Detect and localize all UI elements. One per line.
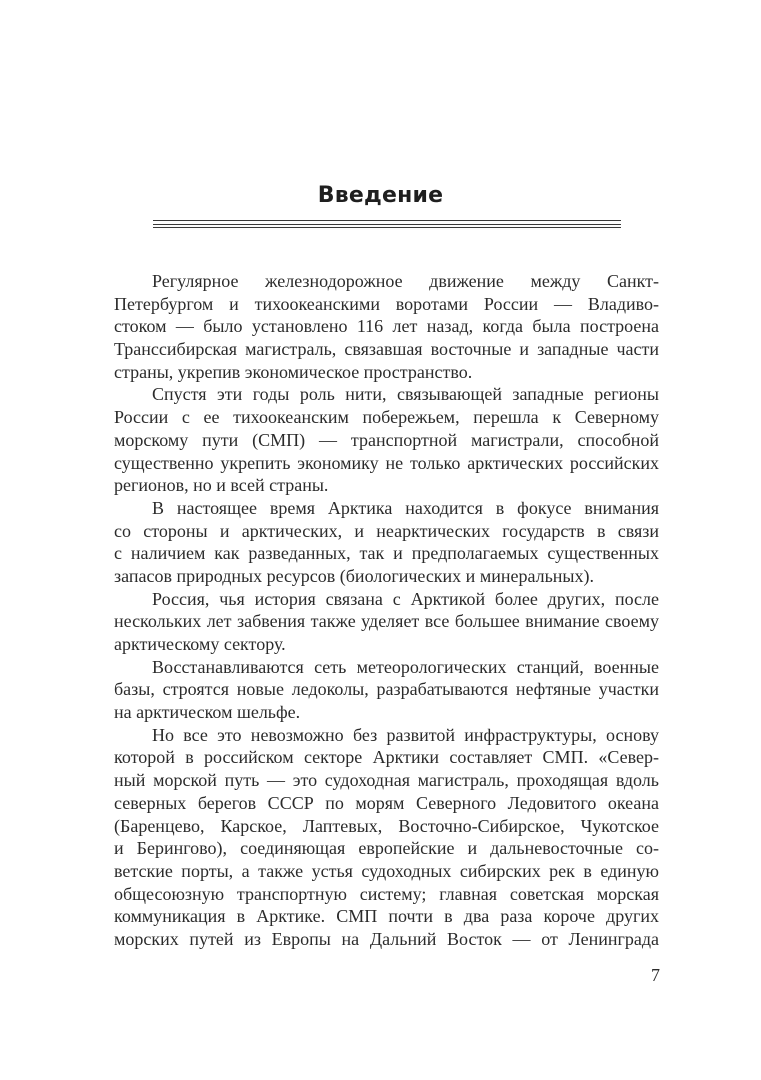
text-line: Регулярное железнодорожное движение между Санкт- — [152, 271, 659, 291]
text-line: на арктическом шельфе. — [114, 702, 301, 723]
chapter-title: Введение — [317, 183, 444, 208]
text-line: арктическому сектору. — [114, 634, 286, 654]
text-line: базы, строятся новые ледоколы, разрабатываются нефтяные участки — [114, 679, 659, 700]
paragraph — [114, 588, 659, 656]
text-line: ный морской путь — это судоходная магистраль, проходящая вдоль — [114, 770, 659, 791]
paragraph — [114, 497, 659, 588]
text-line: запасов природных ресурсов (биологических и минеральных). — [114, 565, 595, 586]
page-number: 7 — [651, 965, 660, 985]
text-line: Восстанавливаются сеть метеорологических станций, военные — [152, 656, 659, 677]
text-line: Петербургом и тихоокеанскими воротами России — Владиво- — [114, 293, 659, 314]
rule-line — [153, 227, 621, 228]
text-line: со стороны и арктических, и неарктических государств в связи — [114, 520, 659, 541]
paragraph — [114, 383, 659, 496]
text-line: России с ее тихоокеанским побережьем, перешла к Северному — [114, 407, 659, 428]
text-line: морских путей из Европы на Дальний Восток — от Ленинграда — [114, 928, 659, 949]
paragraph — [114, 270, 659, 383]
text-line: ветские порты, а также устья судоходных сибирских рек в единую — [114, 860, 659, 881]
text-line: нескольких лет забвения также уделяет все большее внимание своему — [114, 611, 659, 632]
text-line: общесоюзную транспортную систему; главная советская морская — [114, 883, 659, 904]
text-line: с наличием как разведанных, так и предполагаемых существенных — [114, 543, 659, 564]
text-line: морскому пути (СМП) — транспортной магистрали, способной — [114, 429, 659, 450]
paragraph — [114, 656, 659, 724]
text-line: которой в российском секторе Арктики составляет СМП. «Север- — [114, 747, 659, 768]
paragraph — [114, 724, 659, 951]
rule-line — [153, 220, 621, 221]
body-text — [114, 270, 659, 951]
text-line: Транссибирская магистраль, связавшая восточные и западные части — [114, 339, 659, 360]
title-triple-rule — [153, 220, 621, 229]
text-line: северных берегов СССР по морям Северного Ледовитого океана — [114, 792, 659, 813]
text-line: Спустя эти годы роль нити, связывающей западные регионы — [152, 384, 659, 405]
text-line: стоком — было установлено 116 лет назад, когда была построена — [114, 316, 659, 337]
text-line: страны, укрепив экономическое пространство. — [114, 361, 473, 382]
text-line: существенно укрепить экономику не только арктических российских — [114, 452, 659, 473]
rule-line — [153, 224, 621, 225]
text-line: коммуникация в Арктике. СМП почти в два раза короче других — [114, 906, 659, 927]
text-line: В настоящее время Арктика находится в фокусе внимания — [152, 497, 659, 518]
text-line: Но все это невозможно без развитой инфраструктуры, основу — [152, 724, 659, 745]
text-line: регионов, но и всей страны. — [114, 475, 329, 496]
text-line: и Берингово), соединяющая европейские и дальневосточные со- — [114, 838, 659, 859]
text-line: (Баренцево, Карское, Лаптевых, Восточно-Сибирское, Чукотское — [114, 815, 659, 836]
text-line: Россия, чья история связана с Арктикой более других, после — [152, 588, 659, 609]
